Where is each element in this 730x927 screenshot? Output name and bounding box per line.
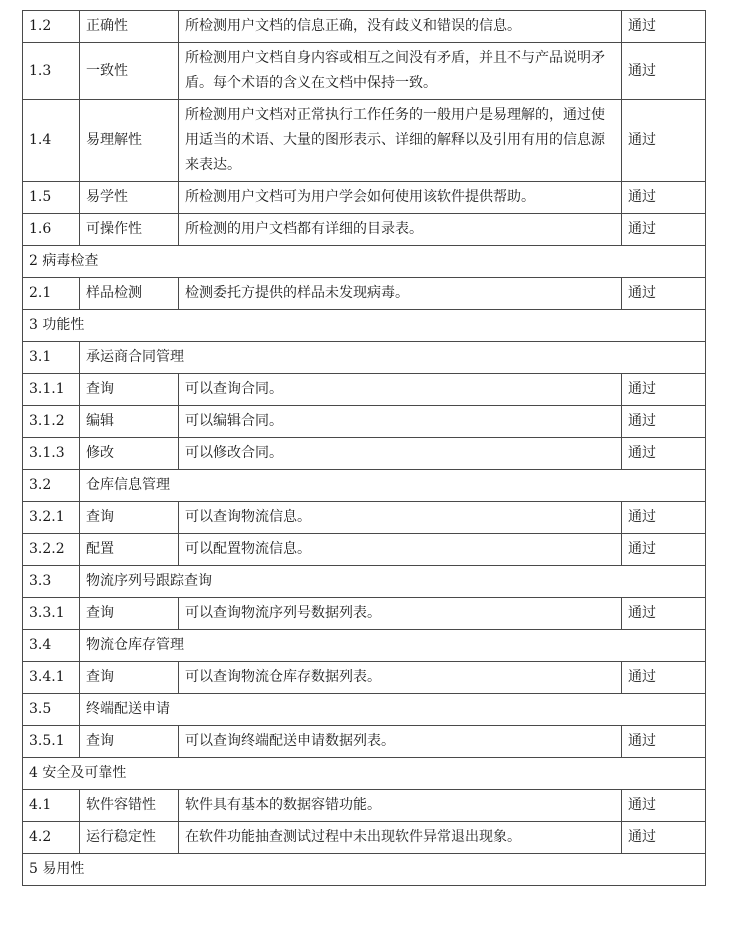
item-number: 1.4 [23,100,80,182]
item-description: 可以修改合同。 [179,438,622,470]
table-row [23,100,706,182]
table-body [23,11,706,886]
item-name: 修改 [80,438,179,470]
item-description: 所检测用户文档自身内容或相互之间没有矛盾，并且不与产品说明矛盾。每个术语的含义在文档中保持一致。 [179,43,622,100]
item-result: 通过 [622,43,706,100]
item-description: 检测委托方提供的样品未发现病毒。 [179,278,622,310]
group-number: 3.1 [23,342,80,374]
group-number: 3.4 [23,630,80,662]
item-name: 易学性 [80,182,179,214]
table-row [23,726,706,758]
item-name: 一致性 [80,43,179,100]
item-description: 在软件功能抽查测试过程中未出现软件异常退出现象。 [179,822,622,854]
table-row [23,598,706,630]
group-row [23,694,706,726]
table-row [23,406,706,438]
section-title: 2 病毒检查 [23,246,706,278]
item-number: 1.6 [23,214,80,246]
section-title: 3 功能性 [23,310,706,342]
item-result: 通过 [622,502,706,534]
item-description: 可以查询合同。 [179,374,622,406]
item-result: 通过 [622,214,706,246]
section-row [23,246,706,278]
item-number: 3.1.3 [23,438,80,470]
item-name: 运行稳定性 [80,822,179,854]
table-row [23,438,706,470]
item-result: 通过 [622,598,706,630]
table-row [23,534,706,566]
section-row [23,310,706,342]
item-number: 2.1 [23,278,80,310]
group-name: 承运商合同管理 [80,342,706,374]
item-number: 3.2.1 [23,502,80,534]
item-name: 样品检测 [80,278,179,310]
item-number: 3.1.2 [23,406,80,438]
item-result: 通过 [622,662,706,694]
table-row [23,662,706,694]
item-name: 查询 [80,374,179,406]
item-description: 可以查询物流仓库存数据列表。 [179,662,622,694]
item-number: 3.5.1 [23,726,80,758]
item-result: 通过 [622,11,706,43]
item-result: 通过 [622,726,706,758]
section-title: 4 安全及可靠性 [23,758,706,790]
item-result: 通过 [622,278,706,310]
item-name: 易理解性 [80,100,179,182]
item-description: 软件具有基本的数据容错功能。 [179,790,622,822]
item-name: 正确性 [80,11,179,43]
item-name: 软件容错性 [80,790,179,822]
item-description: 可以配置物流信息。 [179,534,622,566]
item-result: 通过 [622,822,706,854]
group-number: 3.5 [23,694,80,726]
item-description: 所检测的用户文档都有详细的目录表。 [179,214,622,246]
group-number: 3.3 [23,566,80,598]
section-row [23,854,706,886]
table-row [23,43,706,100]
group-row [23,630,706,662]
item-result: 通过 [622,438,706,470]
item-name: 可操作性 [80,214,179,246]
item-number: 3.3.1 [23,598,80,630]
item-result: 通过 [622,182,706,214]
table-row [23,214,706,246]
table-row [23,11,706,43]
table-row [23,790,706,822]
item-name: 查询 [80,598,179,630]
item-name: 查询 [80,662,179,694]
item-description: 可以编辑合同。 [179,406,622,438]
item-result: 通过 [622,534,706,566]
table-row [23,374,706,406]
group-row [23,470,706,502]
item-number: 1.3 [23,43,80,100]
item-description: 可以查询物流序列号数据列表。 [179,598,622,630]
item-number: 4.1 [23,790,80,822]
item-description: 所检测用户文档对正常执行工作任务的一般用户是易理解的，通过使用适当的术语、大量的图形表示、详细的解释以及引用有用的信息源来表达。 [179,100,622,182]
section-row [23,758,706,790]
group-number: 3.2 [23,470,80,502]
item-number: 4.2 [23,822,80,854]
test-results-table [22,10,706,886]
item-name: 查询 [80,502,179,534]
table-row [23,822,706,854]
item-number: 1.5 [23,182,80,214]
item-name: 查询 [80,726,179,758]
item-number: 1.2 [23,11,80,43]
item-description: 可以查询物流信息。 [179,502,622,534]
group-name: 物流序列号跟踪查询 [80,566,706,598]
item-name: 配置 [80,534,179,566]
item-result: 通过 [622,100,706,182]
group-row [23,342,706,374]
item-name: 编辑 [80,406,179,438]
item-number: 3.4.1 [23,662,80,694]
item-result: 通过 [622,406,706,438]
item-description: 所检测用户文档可为用户学会如何使用该软件提供帮助。 [179,182,622,214]
table-row [23,278,706,310]
table-row [23,502,706,534]
item-number: 3.2.2 [23,534,80,566]
item-description: 所检测用户文档的信息正确，没有歧义和错误的信息。 [179,11,622,43]
group-name: 仓库信息管理 [80,470,706,502]
item-number: 3.1.1 [23,374,80,406]
group-name: 终端配送申请 [80,694,706,726]
group-row [23,566,706,598]
item-description: 可以查询终端配送申请数据列表。 [179,726,622,758]
item-result: 通过 [622,374,706,406]
table-row [23,182,706,214]
group-name: 物流仓库存管理 [80,630,706,662]
item-result: 通过 [622,790,706,822]
section-title: 5 易用性 [23,854,706,886]
